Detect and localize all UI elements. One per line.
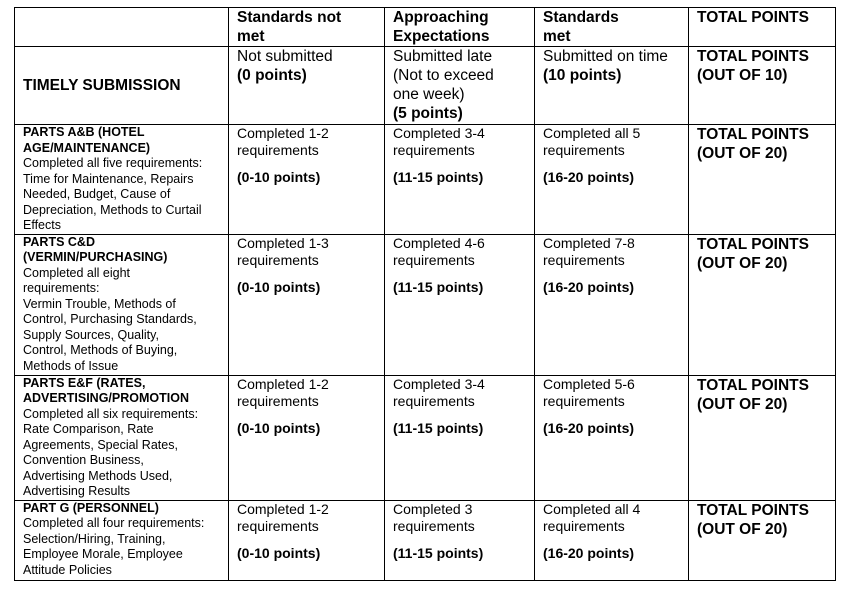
row-desc: Agreements, Special Rates,	[23, 437, 178, 452]
cell-line: requirements	[543, 142, 625, 158]
row-desc: Employee Morale, Employee	[23, 547, 183, 561]
cell-line: Not submitted	[237, 48, 333, 65]
header-approaching	[385, 8, 535, 47]
table-row	[15, 500, 836, 580]
cell-line: Completed 5-6	[543, 375, 635, 392]
cell-line: requirements	[543, 517, 625, 534]
total-line: (OUT OF 10)	[697, 67, 788, 84]
score-cell	[385, 500, 535, 580]
row-label-cell	[15, 375, 229, 500]
points-label: (16-20 points)	[543, 544, 635, 561]
score-cell	[535, 375, 689, 500]
header-line: Approaching	[393, 9, 489, 26]
points-label: (5 points)	[393, 105, 463, 122]
total-cell	[689, 125, 836, 235]
row-desc: Convention Business,	[23, 453, 144, 467]
table-row	[15, 125, 836, 235]
row-desc: Effects	[23, 218, 61, 232]
points-label: (11-15 points)	[393, 278, 484, 295]
total-line: TOTAL POINTS	[697, 126, 809, 143]
cell-line: requirements	[237, 517, 319, 534]
row-desc: Advertising Results	[23, 484, 130, 498]
row-title: ADVERTISING/PROMOTION	[23, 391, 189, 405]
row-desc: Methods of Issue	[23, 358, 119, 373]
cell-line: requirements	[543, 251, 625, 268]
total-line: TOTAL POINTS	[697, 376, 809, 394]
score-cell	[535, 500, 689, 580]
cell-line: Completed all 5	[543, 125, 641, 141]
total-line: (OUT OF 20)	[697, 254, 788, 272]
header-line: Standards	[543, 9, 619, 26]
cell-line: Submitted on time	[543, 48, 668, 65]
row-desc: Vermin Trouble, Methods of	[23, 296, 176, 311]
row-title: PARTS A&B (HOTEL	[23, 125, 145, 139]
header-standards-not-met	[229, 8, 385, 47]
score-cell	[535, 125, 689, 235]
points-label: (0 points)	[237, 67, 307, 84]
row-title: PARTS C&D	[23, 234, 95, 249]
points-label: (0-10 points)	[237, 169, 321, 185]
row-desc: Completed all four requirements:	[23, 516, 205, 530]
score-cell	[535, 234, 689, 375]
points-label: (0-10 points)	[237, 544, 321, 561]
cell-line: (Not to exceed	[393, 67, 494, 84]
total-line: TOTAL POINTS	[697, 48, 809, 65]
row-desc: Time for Maintenance, Repairs	[23, 171, 194, 186]
total-cell	[689, 47, 836, 125]
cell-line: requirements	[393, 392, 475, 409]
row-desc: Control, Purchasing Standards,	[23, 312, 197, 326]
score-cell	[229, 125, 385, 235]
cell-line: requirements	[237, 392, 319, 409]
total-line: (OUT OF 20)	[697, 145, 788, 162]
points-label: (16-20 points)	[543, 419, 635, 436]
points-label: (10 points)	[543, 67, 622, 84]
row-label-cell	[15, 234, 229, 375]
row-desc: Attitude Policies	[23, 562, 112, 577]
score-cell	[385, 375, 535, 500]
row-title: AGE/MAINTENANCE)	[23, 140, 151, 155]
cell-line: requirements	[393, 251, 475, 268]
score-cell	[385, 47, 535, 125]
row-desc: Selection/Hiring, Training,	[23, 531, 166, 546]
cell-line: Completed 1-3	[237, 234, 329, 251]
points-label: (0-10 points)	[237, 419, 321, 436]
points-label: (11-15 points)	[393, 419, 484, 436]
points-label: (0-10 points)	[237, 278, 321, 295]
cell-line: Completed 1-2	[237, 125, 329, 141]
cell-line: Completed 1-2	[237, 500, 329, 517]
table-row	[15, 375, 836, 500]
header-empty-cell	[15, 8, 229, 47]
score-cell	[535, 47, 689, 125]
row-title: (VERMIN/PURCHASING)	[23, 250, 168, 264]
row-title: TIMELY SUBMISSION	[23, 76, 181, 94]
row-label-cell	[15, 47, 229, 125]
cell-line: requirements	[237, 142, 319, 158]
points-label: (11-15 points)	[393, 169, 484, 185]
header-total-points	[689, 8, 836, 47]
cell-line: requirements	[393, 517, 475, 534]
score-cell	[385, 234, 535, 375]
score-cell	[229, 500, 385, 580]
total-cell	[689, 375, 836, 500]
cell-line: Completed all 4	[543, 500, 641, 517]
header-line: met	[237, 28, 265, 45]
points-label: (16-20 points)	[543, 169, 635, 185]
total-cell	[689, 500, 836, 580]
total-line: (OUT OF 20)	[697, 520, 788, 538]
row-desc: Completed all eight	[23, 265, 131, 280]
score-cell	[229, 47, 385, 125]
total-cell	[689, 234, 836, 375]
row-desc: Needed, Budget, Cause of	[23, 187, 171, 201]
points-label: (11-15 points)	[393, 544, 484, 561]
table-row	[15, 47, 836, 125]
row-desc: Rate Comparison, Rate	[23, 422, 154, 436]
cell-line: requirements	[393, 142, 475, 158]
points-label: (16-20 points)	[543, 278, 635, 295]
cell-line: Completed 4-6	[393, 234, 485, 251]
cell-line: Completed 3	[393, 500, 473, 517]
cell-line: requirements	[543, 392, 625, 409]
header-line: TOTAL POINTS	[697, 9, 809, 26]
row-desc: Advertising Methods Used,	[23, 468, 173, 483]
cell-line: Completed 3-4	[393, 375, 485, 392]
total-line: TOTAL POINTS	[697, 501, 809, 519]
row-label-cell	[15, 125, 229, 235]
header-line: Standards not	[237, 9, 342, 26]
cell-line: one week)	[393, 86, 465, 103]
row-desc: requirements:	[23, 281, 100, 295]
total-line: (OUT OF 20)	[697, 395, 788, 413]
row-title: PART G (PERSONNEL)	[23, 500, 159, 515]
row-desc: Control, Methods of Buying,	[23, 343, 178, 357]
row-title: PARTS E&F (RATES,	[23, 375, 146, 390]
row-desc: Completed all five requirements:	[23, 156, 203, 170]
row-desc: Supply Sources, Quality,	[23, 327, 159, 342]
total-line: TOTAL POINTS	[697, 235, 809, 253]
header-line: Expectations	[393, 28, 490, 45]
header-row	[15, 8, 836, 47]
row-desc: Depreciation, Methods to Curtail	[23, 202, 202, 217]
cell-line: requirements	[237, 251, 319, 268]
score-cell	[385, 125, 535, 235]
score-cell	[229, 375, 385, 500]
cell-line: Completed 7-8	[543, 234, 635, 251]
table-row	[15, 234, 836, 375]
cell-line: Completed 1-2	[237, 375, 329, 392]
row-desc: Completed all six requirements:	[23, 406, 199, 421]
row-label-cell	[15, 500, 229, 580]
rubric-table	[14, 7, 836, 581]
score-cell	[229, 234, 385, 375]
header-standards-met	[535, 8, 689, 47]
cell-line: Submitted late	[393, 48, 493, 65]
header-line: met	[543, 28, 571, 45]
cell-line: Completed 3-4	[393, 125, 485, 141]
